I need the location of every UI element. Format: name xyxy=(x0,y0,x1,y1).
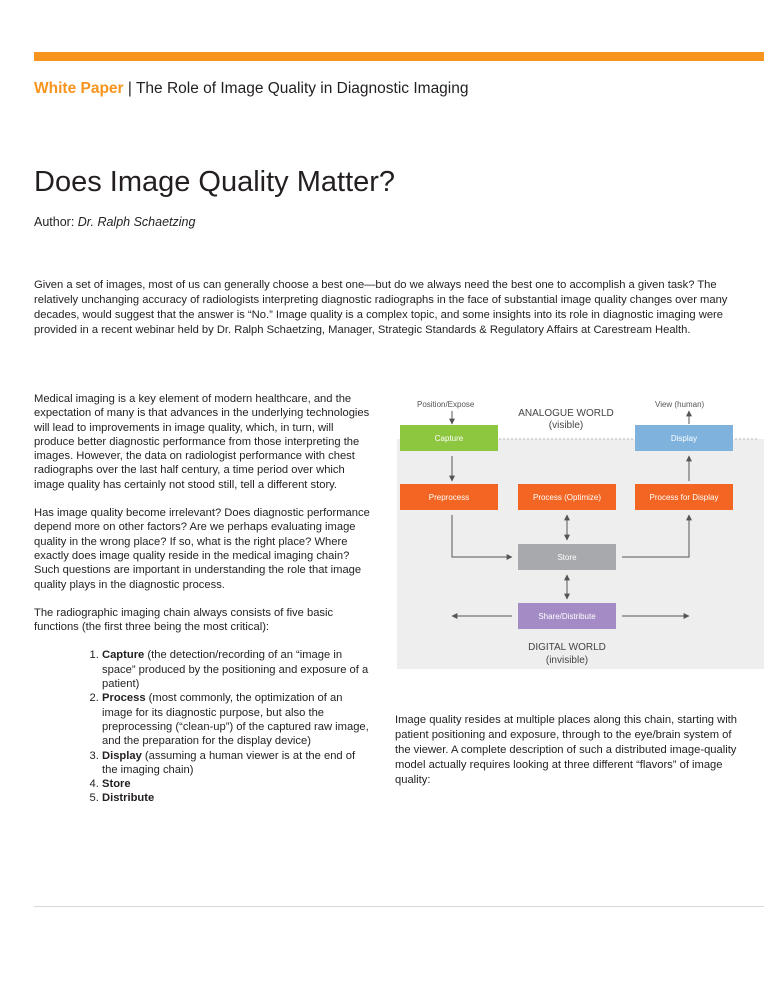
list-item-term: Store xyxy=(102,778,131,791)
header-accent-bar xyxy=(34,52,764,61)
page-title: Does Image Quality Matter? xyxy=(34,166,396,198)
author-name: Dr. Ralph Schaetzing xyxy=(77,215,196,229)
list-item-term: Process xyxy=(102,692,146,705)
display-label: Display xyxy=(670,434,698,443)
digital-world-subtitle: (invisible) xyxy=(545,655,589,666)
list-item xyxy=(102,691,372,748)
body-paragraph-3: The radiographic imaging chain always consists of five basic functions (the first three being the most critical): xyxy=(34,606,334,634)
digital-world-title: DIGITAL WORLD xyxy=(528,642,606,653)
list-item-desc: (most commonly, the optimization of an image for its diagnostic purpose, but also the preprocessing (“clean-up”) of the captured raw image, and the preparation for the display device) xyxy=(102,692,369,748)
list-item-term: Display xyxy=(102,749,142,762)
list-item-desc: (assuming a human viewer is at the end of the imaging chain) xyxy=(102,749,356,776)
author-line xyxy=(34,215,195,229)
document-kicker xyxy=(34,80,469,98)
list-item-desc: (the detection/recording of an “image in space” produced by the positioning and exposure of a patient) xyxy=(102,649,369,691)
process-display-label: Process for Display xyxy=(649,493,719,502)
diagram-svg xyxy=(397,391,764,669)
list-item xyxy=(102,648,372,691)
list-item-term: Capture xyxy=(102,649,145,662)
intro-paragraph: Given a set of images, most of us can generally choose a best one—but do we always need the best one to accomplish a given task? The relatively unchanging accuracy of radiologists interpreting diagnostic radiographs in the face of substantial image quality changes over many decades, would suggest that the answer is “No.” Image quality is a complex topic, and some insights into its role in diagnostic imaging were provided in a recent webinar held by Dr. Ralph Schaetzing, Manager, Strategic Standards & Regulatory Affairs at Carestream Health. xyxy=(34,279,728,336)
list-item xyxy=(102,791,372,805)
kicker-separator: | xyxy=(123,80,136,97)
list-item xyxy=(102,777,372,791)
left-column xyxy=(34,392,372,806)
footer-divider xyxy=(34,906,764,907)
capture-label: Capture xyxy=(434,434,464,443)
analogue-world-subtitle: (visible) xyxy=(548,420,584,431)
imaging-chain-list xyxy=(34,648,372,805)
store-label: Store xyxy=(557,553,577,562)
body-paragraph-1: Medical imaging is a key element of modern healthcare, and the expectation of many is that advances in the underlying technologies will lead to improvements in image quality, which, in turn, will produce better diagnostic performance from those interpreting the images. However, the data on radiologist performance with chest radiographs over the last half century, a time period over which image quality has certainly not stood still, tell a different story. xyxy=(34,393,370,491)
list-item-term: Distribute xyxy=(102,792,155,805)
position-expose-label: Position/Expose xyxy=(417,400,475,409)
view-human-label: View (human) xyxy=(655,400,705,409)
preprocess-label: Preprocess xyxy=(428,493,470,502)
right-column-paragraph: Image quality resides at multiple places along this chain, starting with patient positioning and exposure, through to the eye/brain system of the viewer. A complete description of such a distributed image-quality model actually requires looking at three different “flavors” of image quality: xyxy=(395,714,738,786)
list-item xyxy=(102,749,372,778)
process-optimize-label: Process (Optimize) xyxy=(532,493,602,502)
imaging-chain-diagram xyxy=(397,391,764,669)
body-paragraph-2: Has image quality become irrelevant? Does diagnostic performance depend more on other factors? Are we perhaps evaluating image quality in the wrong place? If so, what is the right place? Where exactly does image quality reside in the medical imaging chain? Such questions are important in understanding the role that image quality plays in the diagnostic process. xyxy=(34,507,370,591)
kicker-brand: White Paper xyxy=(34,80,124,97)
share-distribute-label: Share/Distribute xyxy=(538,612,596,621)
kicker-subtitle: The Role of Image Quality in Diagnostic Imaging xyxy=(135,80,469,97)
author-label: Author: xyxy=(34,215,78,229)
analogue-world-title: ANALOGUE WORLD xyxy=(518,408,614,419)
